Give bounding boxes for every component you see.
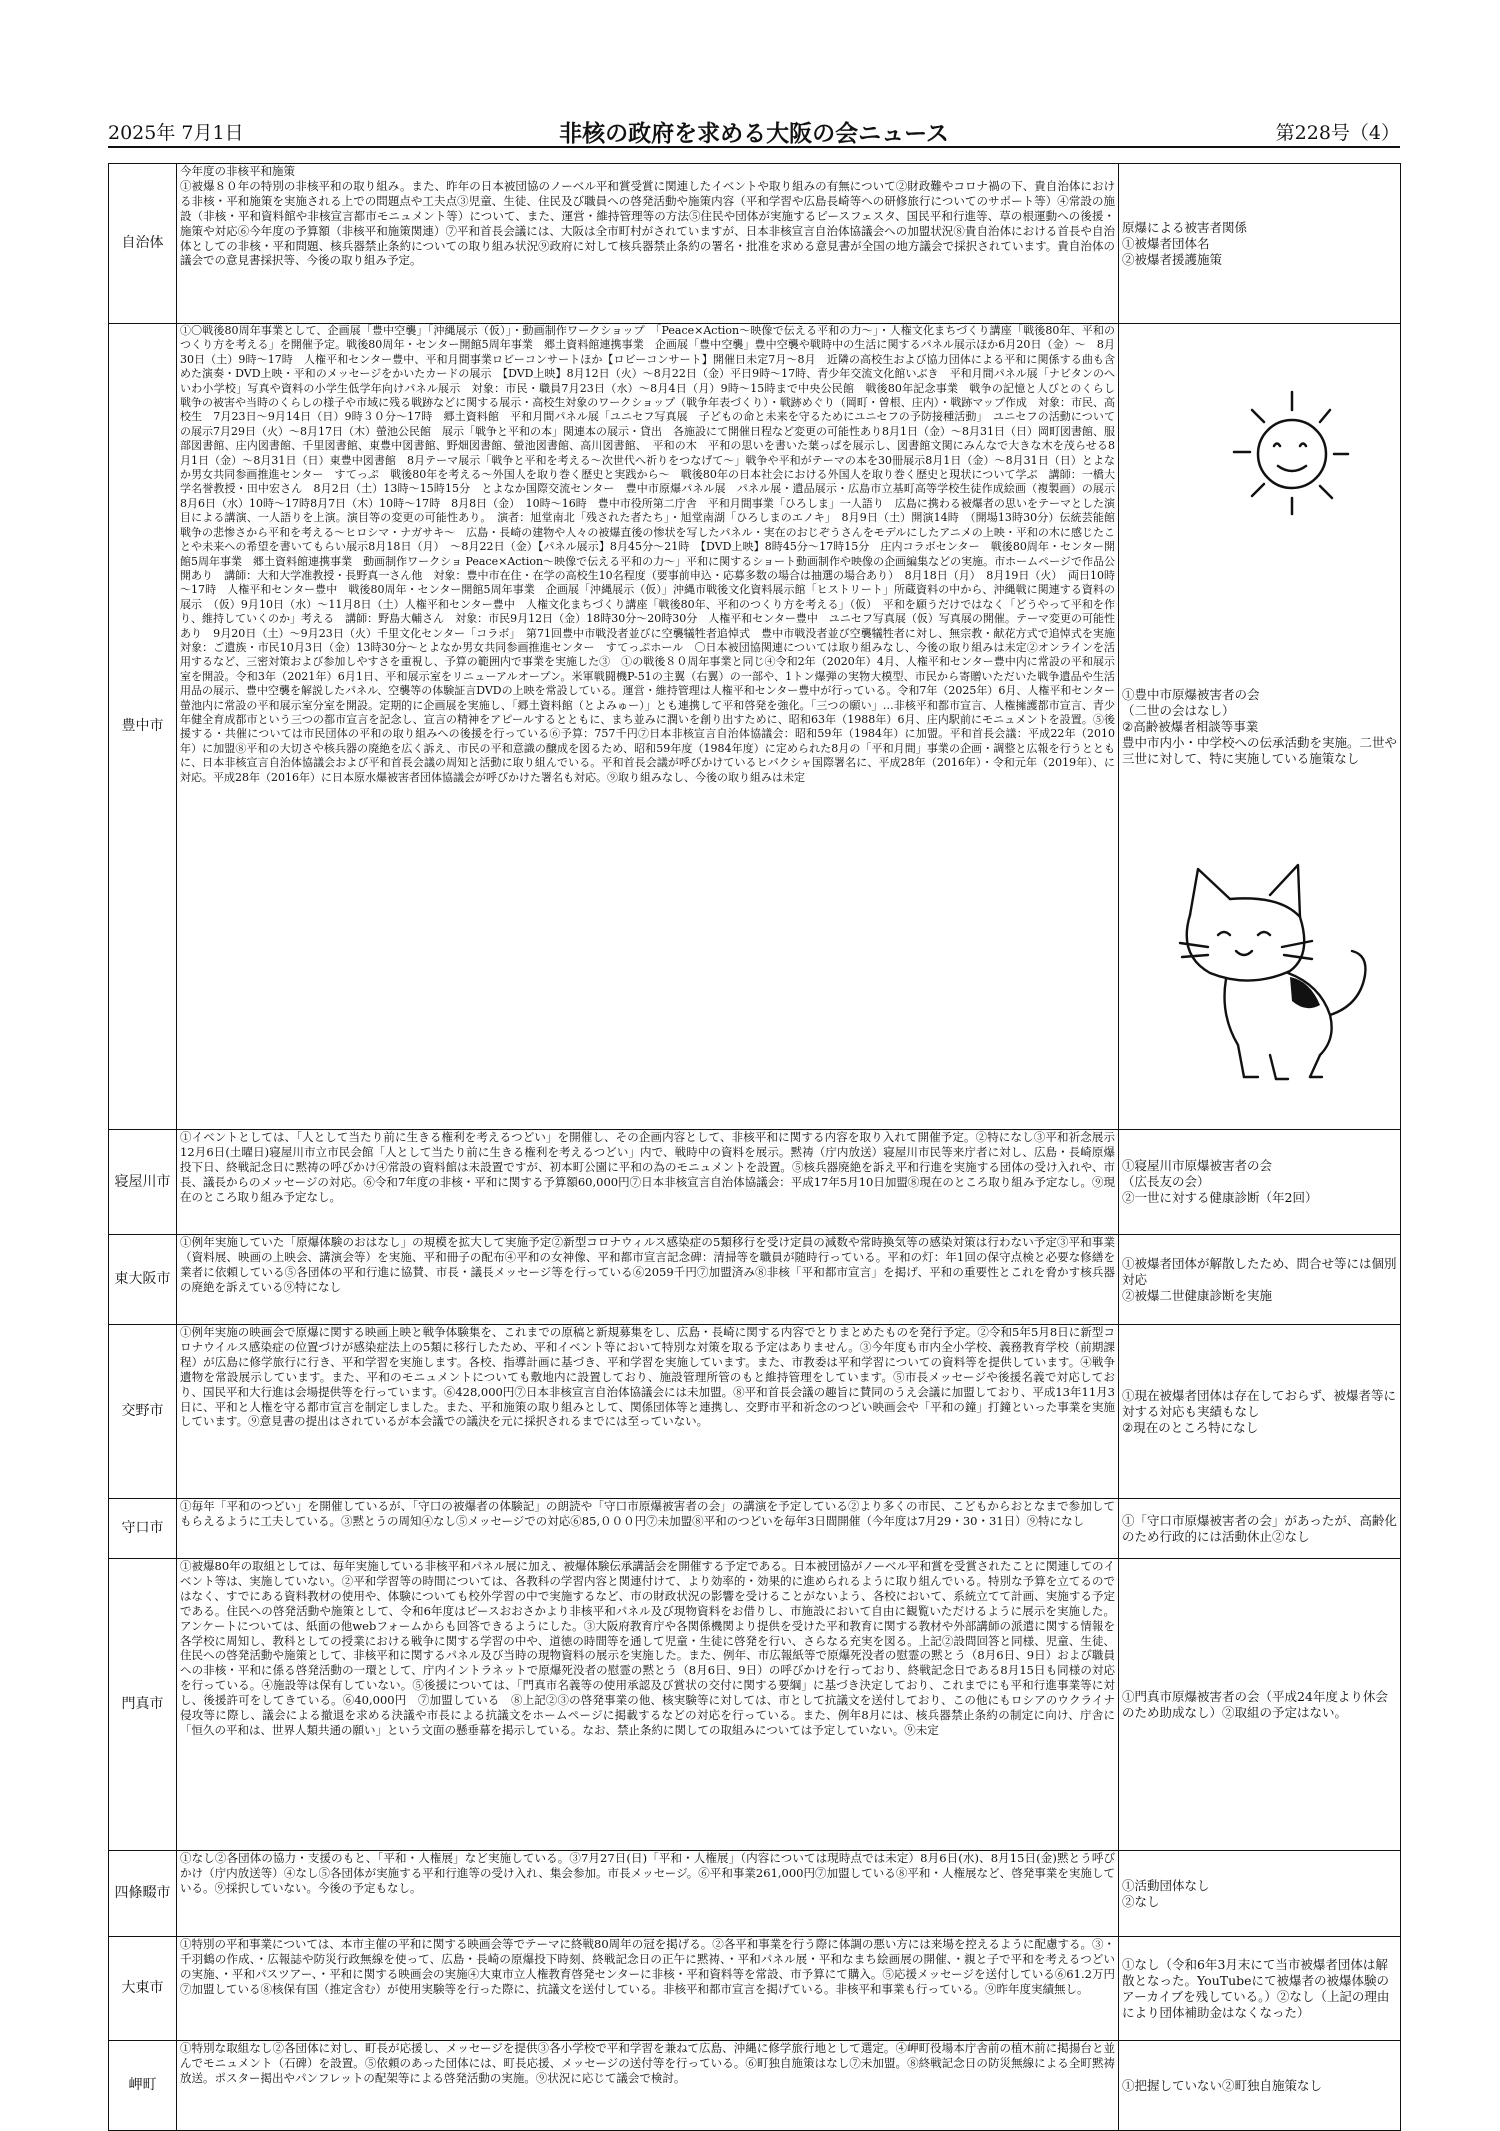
row-note: ①現在被爆者団体は存在しておらず、被爆者等に対する対応も実績もなし ②現在のところ特になし [1119, 1325, 1401, 1499]
row-content: 今年度の非核平和施策 ①被爆８０年の特別の非核平和の取り組み。また、昨年の日本被団協のノーベル平和賞受賞に関連したイベントや取り組みの有無について②財政難やコロナ禍の下、貴自治体における非核・平和施策を実施される上での問題点や工夫点③児童、生徒、住民及び職員への啓発活動や施策内容（平和学習や広島長崎等への研修旅行についてのサポート等）④常設の施設（非核・平和資料館や非核宣言都市モニュメント等）について、また、運営・維持管理等の方法⑤住民や団体が実施するピースフェスタ、国民平和行進等、草の根運動への後援・施策や対応⑥今年度の予算額（非核平和施策関連）⑦平和首長会議には、大阪は全市町村がされていますが、日本非核宣言自治体協議会への加盟状況⑧貴自治体における首長や自治体としての非核・平和問題、核兵器禁止条約についての取り組み状況⑨政府に対して核兵器禁止条約の署名・批准を求める意見書が全国の地方議会で採択されています。貴自治体の議会での意見書採択等、今後の取り組み予定。 [177, 164, 1119, 324]
issue-date: 2025年 7月1日 [108, 122, 244, 144]
row-city: 豊中市 [109, 324, 177, 1130]
row-content: ①被爆80年の取組としては、毎年実施している非核平和パネル展に加え、被爆体験伝承講話会を開催する予定である。日本被団協がノーベル平和賞を受賞されたことに関連してのイベント等は、実施していない。②平和学習等の時間については、各教科の学習内容と関連付けて、より効率的・効果的に進められるように取り組んでいる。特別な予算を立てるのではなく、すでにある資料教材の使用や、体験についても校外学習の中で実施するなど、市の財政状況の影響を受けることがないよう、各校において、系統立てて計画、実施する予定である。住民への啓発活動や施策として、令和6年度はピースおおさかより非核平和パネル及び現物資料をお借りし、市施設において自由に観覧いただけるように展示を実施した。アンケートについては、紙面の他webフォームからも回答できるようにした。③大阪府教育庁や各関係機関より提供を受けた平和教育に関する教材や外部講師の派遣に関する情報を各学校に周知し、教科としての授業における戦争に関する学習の中や、道徳の時間等を通して児童・生徒に啓発を行い、さらなる充実を図る。上記②設問回答と同様、児童、生徒、住民への啓発活動や施策として、非核平和に関するパネル及び当時の現物資料の展示を実施した。また、例年、市広報紙等で原爆死没者の慰霊の黙とう（8月6日、9日）および職員への非核・平和に係る啓発活動の一環として、庁内イントラネットで原爆死没者の慰霊の黙とう（8月6日、9日）の呼びかけを行っており、終戦記念日である8月15日も同様の対応を行っている。④施設等は保有していない。⑤後援については、「門真市名義等の使用承認及び賞状の交付に関する要綱」に基づき決定しており、これまでにも平和行進事業等に対し、後援許可をしてきている。⑥40,000円 ⑦加盟している ⑧上記②③の啓発事業の他、核実験等に対しては、市として抗議文を送付しており、この他にもロシアのウクライナ侵攻等に際し、議会による撤退を求める決議や市長による抗議文をホームページに掲載するなどの対応を行っている。また、例年8月には、核兵器禁止条約の制定に向け、庁舎に「恒久の平和は、世界人類共通の願い」という文面の懸垂幕を掲示している。なお、禁止条約に関しての取組みについては予定していない。⑨未定 [177, 1559, 1119, 1851]
row-content: ①特別な取組なし②各団体に対し、町長が応援し、メッセージを提供③各小学校で平和学習を兼ねて広島、沖縄に修学旅行地として選定。④岬町役場本庁舎前の植木前に掲揚台と並んでモニュメント（石碑）を設置。⑤依頼のあった団体には、町長応援、メッセージの送付等を行っている。⑥町独自施策はなし⑦未加盟。⑧終戦記念日の防災無線による全町黙祷放送。ポスター掲出やパンフレットの配架等による啓発活動の実施。⑨状況に応じて議会で検討。 [177, 2041, 1119, 2131]
survey-results-table [108, 163, 1401, 2131]
row-note: 原爆による被害者関係 ①被爆者団体名 ②被爆者援護施策 [1119, 164, 1401, 324]
row-content: ①〇戦後80周年事業として、企画展「豊中空襲」「沖縄展示（仮）」・動画制作ワークショップ 「Peace×Action～映像で伝える平和の力～」・人権文化まちづくり講座「戦後80年、平和のつくり方を考える」を開催予定。戦後80周年・センター開館5周年事業 郷土資料館連携事業 企画展「豊中空襲」豊中空襲や戦時中の生活に関するパネル展示ほか6月20日（金）～ 8月30日（土）9時～17時 人権平和センター豊中、平和月間事業ロビーコンサートほか【ロビーコンサート】開催日未定7月～8月 近隣の高校生および協力団体による平和に関係する曲も含めた演奏・DVD上映・平和のメッセージをかいたカードの展示 【DVD上映】8月12日（火）～8月22日（金）平日9時～17時、青少年交流文化館いぶき 平和月間パネル展「ナビタンのへいわ小学校」写真や資料の小学生低学年向けパネル展示 対象：市民・職員7月23日（水）～8月4日（月）9時～15時まで中央公民館 戦後80年記念事業 戦争の記憶と人びとのくらし 戦争の被害や当時のくらしの様子や市域に残る戦跡などに関する展示・高校生対象のワークショップ（戦争年表づくり）・戦跡めぐり（岡町・曽根、庄内）・戦跡マップ作成 対象：市民、高校生 7月23日～9月14日（日）9時３０分～17時 郷土資料館 平和月間パネル展「ユニセフ写真展 子どもの命と未来を守るためにユニセフの予防接種活動」 ユニセフの活動についての展示7月29日（火）～8月17日（木）螢池公民館 展示「戦争と平和の本」関連本の展示・貸出 各施設にて開催日程など変更の可能性あり8月1日（金）～8月31日（日）岡町図書館、服部図書館、庄内図書館、千里図書館、東豊中図書館、野畑図書館、螢池図書館、高川図書館、 平和の木 平和の思いを書いた葉っぱを展示し、図書館文関にみんなで大きな木を茂らせる8月1日（金）～8月31日（日）東豊中図書館 8月テーマ展示「戦争と平和を考える～次世代へ祈りをつなげて～」戦争や平和がテーマの本を30冊展示8月1日（金）～8月31日（日）とよなか男女共同参画推進センター すてっぷ 戦後80年を考える～外国人を取り巻く歴史と実践から～ 戦後80年の日本社会における外国人を取り巻く歴史と現状について学ぶ 講師：一橋大学名誉教授・田中宏さん 8月2日（土）13時～15時15分 とよなか国際交流センター 豊中市原爆パネル展 パネル展・遺品展示・広島市立基町高等学校生徒作成絵画（複製画）の展示 8月6日（水）10時～17時8月7日（木）10時～17時 8月8日（金） 10時～16時 豊中市役所第二庁舎 平和月間事業「ひろしま」一人語り 広島に携わる被爆者の思いをテーマとした演目による講演、一人語りを上演。演目等の変更の可能性あり。 演者：旭堂南北「残された者たち」・旭堂南湖「ひろしまのエノキ」 8月9日（土）開演14時 （開場13時30分）伝統芸能館 戦争の悲惨さから平和を考える～ヒロシマ・ナガサキ～ 広島・長崎の建物や人々の被爆直後の惨状を写したパネル・実在のおじぞうさんをモデルにしたアニメの上映・平和の木に感じたことや未来への希望を書いてもらい展示8月18日（月） ～8月22日（金）【パネル展示】8月45分～21時 【DVD上映】8時45分～17時15分 庄内コラボセンター 戦後80周年・センター開館5周年事業 郷土資料館連携事業 動画制作ワークショ Peace×Action～映像で伝える平和の力～」平和に関するショート動画制作や映像の企画編集などの実施。市ホームページで作品公開あり 講師：大和大学准教授・長野真一さん他 対象：豊中市在住・在学の高校生10名程度（要事前申込・応募多数の場合は抽選の場合あり） 8月18日（月） 8月19日（火） 両日10時～17時 人権平和センター豊中 戦後80周年・センター開館5周年事業 企画展「沖縄展示（仮）」沖縄市戦後文化資料展示館「ヒストリート」所蔵資料の中から、沖縄戦に関連する資料の展示 （仮）9月10日（水）～11月8日（土）人権平和センター豊中 人権文化まちづくり講座「戦後80年、平和のつくり方を考える」（仮） 平和を願うだけではなく「どうやって平和を作り、維持していくのか」考える 講師：野島大輔さん 対象：市民9月12日（金）18時30分～20時30分 人権平和センター豊中 ユニセフ写真展（仮）写真展の開催。テーマ変更の可能性あり 9月20日（土）～9月23日（火）千里文化センター「コラボ」 第71回豊中市戦没者並びに空襲犠牲者追悼式 豊中市戦没者並び空襲犠牲者に対し、無宗教・献花方式で追悼式を実施 対象：ご遺族・市民10月3日（金）13時30分～とよなか男女共同参画推進センター すてっぷホール 〇日本被団協関連については取り組みなし、今後の取り組みは未定②オンラインを活用するなど、三密対策および参加しやすさを重視し、予算の範囲内で事業を実施した③ ①の戦後８０周年事業と同じ④令和2年（2020年）4月、人権平和センター豊中内に常設の平和展示室を開設。令和3年（2021年）6月1日、平和展示室をリニューアルオープン。米軍戦闘機P-51の主翼（右翼）の一部や、1トン爆弾の実物大模型、市民から寄贈いただいた戦争遺品や生活用品の展示、豊中空襲を解説したパネル、空襲等の体験証言DVDの上映を常設している。運営・維持管理は人権平和センター豊中が行っている。令和7年（2025年）6月、人権平和センター螢池内に常設の平和展示室分室を開設。定期的に企画展を実施し、「郷土資料館（とよみゅー）」とも連携して平和啓発を強化。「三つの願い」…非核平和都市宣言、人権擁護都市宣言、青少年健全育成都市という三つの都市宣言を記念し、宣言の精神をアピールするとともに、まち並みに潤いを創り出すために、昭和63年（1988年）6月、庄内駅前にモニュメントを設置。⑤後援する・共催については市民団体の平和の取り組みへの後援を行っている⑥予算：757千円⑦日本非核宣言自治体協議会：昭和59年（1984年）に加盟。平和首長会議：平成22年（2010年）に加盟⑧平和の大切さや核兵器の廃絶を広く訴え、市民の平和意識の醸成を図るため、昭和59年度（1984年度）に定められた8月の「平和月間」事業の企画・調整と広報を行うとともに、日本非核宣言自治体協議会および平和首長会議の周知と活動に取り組んでいる。平和首長会議が呼びかけているヒバクシャ国際署名に、平成28年（2016年）・令和元年（2019年）、に対応。平成28年（2016年）に日本原水爆被害者団体協議会が呼びかけた署名も対応。⑨取り組みなし、今後の取り組みは未定 [177, 324, 1119, 1130]
row-note: ①「守口市原爆被害者の会」があったが、高齢化のため行政的には活動休止②なし [1119, 1499, 1401, 1559]
table-row [109, 1235, 1401, 1325]
row-note: ①門真市原爆被害者の会（平成24年度より休会のため助成なし）②取組の予定はない。 [1119, 1559, 1401, 1851]
table-row [109, 2041, 1401, 2131]
row-content: ①例年実施していた「原爆体験のおはなし」の規模を拡大して実施予定②新型コロナウィルス感染症の5類移行を受け定員の減数や常時換気等の感染対策は行わない予定③平和事業（資料展、映画の上映会、講演会等）を実施、平和冊子の配布④平和の女神像、平和都市宣言記念碑：清掃等を職員が随時行っている。平和の灯：年1回の保守点検と必要な修繕を業者に依頼している⑤各団体の平和行進に協賛、市長・議長メッセージ等を行っている⑥2059千円⑦加盟済み⑧非核「平和都市宣言」を掲げ、平和の重要性とこれを脅かす核兵器の廃絶を訴えている⑨特になし [177, 1235, 1119, 1325]
row-city: 岬町 [109, 2041, 177, 2131]
row-content: ①毎年「平和のつどい」を開催しているが、「守口の被爆者の体験記」の朗読や「守口市原爆被害者の会」の講演を予定している②より多くの市民、こどもからおとなまで参加してもらえるように工夫している。③黙とうの周知④なし⑤メッセージでの対応⑥85,０００円⑦未加盟⑧平和のつどいを毎年3日間開催（今年度は7月29・30・31日）⑨特になし [177, 1499, 1119, 1559]
table-row [109, 164, 1401, 324]
page-header [108, 118, 1400, 148]
row-content: ①なし②各団体の協力・支援のもと、「平和・人権展」など実施している。③7月27日(日)「平和・人権展」（内容については現時点では未定）8月6日(水)、8月15日(金)黙とう呼びかけ（庁内放送等）④なし⑤各団体が実施する平和行進等の受け入れ、集会参加。市長メッセージ。⑥平和事業261,000円⑦加盟している⑧平和・人権展など、啓発事業を実施している。⑨採択していない。今後の予定もなし。 [177, 1851, 1119, 1937]
row-city: 寝屋川市 [109, 1130, 177, 1235]
row-city: 交野市 [109, 1325, 177, 1499]
row-note: ①把握していない②町独自施策なし [1119, 2041, 1401, 2131]
table-row [109, 1325, 1401, 1499]
issue-number: 第228号（4） [1275, 122, 1400, 144]
row-note: ①寝屋川市原爆被害者の会 （広長友の会） ②一世に対する健康診断（年2回） [1119, 1130, 1401, 1235]
row-content: ①特別の平和事業については、本市主催の平和に関する映画会等でテーマに終戦80周年の冠を掲げる。②各平和事業を行う際に体調の悪い方には来場を控えるように配慮する。③・千羽鶴の作成、・広報誌や防災行政無線を使って、広島・長崎の原爆投下時刻、終戦記念日の正午に黙祷、・平和パネル展・平和なまち絵画展の開催、・親と子で平和を考えるつどいの実施、・平和パスツアー、・平和に関する映画会の実施④大東市立人権教育啓発センターに非核・平和資料等を常設、市予算にて購入。⑤応援メッセージを送付している⑥61.2万円⑦加盟している⑧核保有国（推定含む）が使用実験等を行った際に、抗議文を送付している。非核平和都市宣言を掲げている。非核平和事業も行っている。⑨昨年度実績無し。 [177, 1937, 1119, 2041]
row-city: 大東市 [109, 1937, 177, 2041]
row-content: ①例年実施の映画会で原爆に関する映画上映と戦争体験集を、これまでの原稿と新規募集をし、広島・長崎に関する内容でとりまとめたものを発行予定。②令和5年5月8日に新型コロナウイルス感染症の位置づけが感染症法上の5類に移行したため、平和イベント等において特別な対策を取る予定はありません。③今年度も市内全小学校、義務教育学校（前期課程）が広島に修学旅行に行き、平和学習を実施します。各校、指導計画に基づき、平和学習を実施しています。また、市教委は平和学習についての資料等を提供しています。④戦争遺物を常設展示しています。また、平和のモニュメントについても敷地内に設置しており、施設管理所管のもと維持管理をしています。⑤市長メッセージや後援名義で対応しており、国民平和大行進は会場提供等を行っています。⑥428,000円⑦日本非核宣言自治体協議会には未加盟。⑧平和首長会議の趣旨に賛同のうえ会議に加盟しており、平成13年11月3日に、平和と人権を守る都市宣言を制定しました。また、平和施策の取り組みとして、関係団体等と連携し、交野市平和祈念のつどい映画会や「平和の鐘」打鐘といった事業を実施しています。⑨意見書の提出はされているが本会議での議決を元に採択されるまでには至っていない。 [177, 1325, 1119, 1499]
table-row [109, 1499, 1401, 1559]
cat-illustration [1160, 855, 1380, 1090]
sun-illustration [1220, 380, 1370, 520]
row-note: ①被爆者団体が解散したため、問合せ等には個別対応 ②被爆二世健康診断を実施 [1119, 1235, 1401, 1325]
table-row [109, 1851, 1401, 1937]
row-city: 門真市 [109, 1559, 177, 1851]
row-note: ①活動団体なし ②なし [1119, 1851, 1401, 1937]
table-row [109, 1559, 1401, 1851]
row-content: ①イベントとしては、「人として当たり前に生きる権利を考えるつどい」を開催し、その企画内容として、非核平和に関する内容を取り入れて開催予定。②特になし③平和祈念展示12月6日(土曜日)寝屋川市立市民会館「人として当たり前に生きる権利を考えるつどい」内で、戦時中の資料を展示。黙祷（庁内放送）寝屋川市民等来庁者に対し、広島・長崎原爆投下日、終戦記念日に黙祷の呼びかけ④常設の資料館は未設置ですが、初本町公園に平和の為のモニュメントを設置。⑤核兵器廃絶を訴え平和行進を実施する団体の受け入れや、市長、議長からのメッセージの対応。⑥令和7年度の非核・平和に関する予算額60,000円⑦日本非核宣言自治体協議会：平成17年5月10日加盟⑧現在のところ取り組み予定なし。⑨現在のところ取り組み予定なし。 [177, 1130, 1119, 1235]
row-note: ①なし（令和6年3月末にて当市被爆者団体は解散となった。YouTubeにて被爆者の被爆体験のアーカイブを残している。）②なし（上記の理由により団体補助金はなくなった） [1119, 1937, 1401, 2041]
table-row [109, 1130, 1401, 1235]
row-city: 東大阪市 [109, 1235, 177, 1325]
table-row [109, 1937, 1401, 2041]
row-city: 四條畷市 [109, 1851, 177, 1937]
newsletter-title: 非核の政府を求める大阪の会ニュース [559, 121, 949, 147]
row-city: 自治体 [109, 164, 177, 324]
row-city: 守口市 [109, 1499, 177, 1559]
row-note: ①豊中市原爆被害者の会 （二世の会はなし） ②高齢被爆者相談等事業 豊中市内小・中学校への伝承活動を実施。二世や三世に対して、特に実施している施策なし [1119, 324, 1401, 1130]
